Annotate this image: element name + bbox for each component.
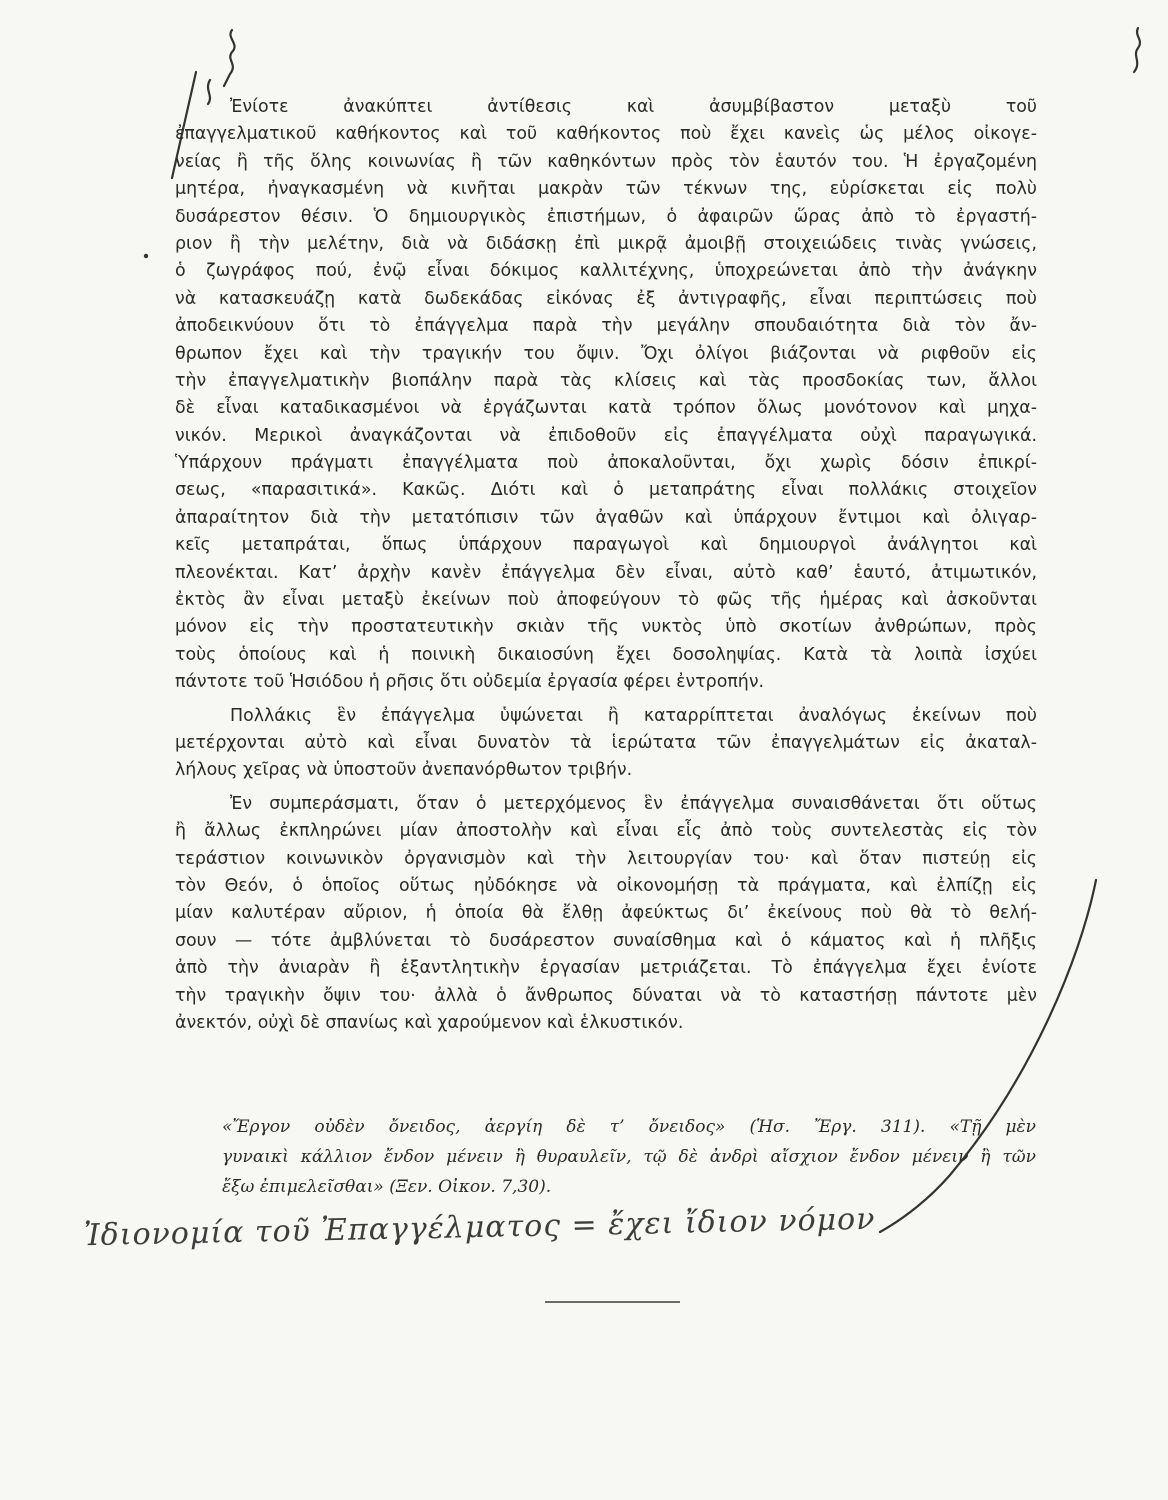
text-line: πλεονέκται. Κατ’ ἀρχὴν κανὲν ἐπάγγελμα δὲν εἶναι, αὐτὸ καθ’ ἑαυτό, ἀτιμωτικόν, [175, 562, 1037, 583]
margin-dot-mark [144, 254, 148, 258]
text-line: ὁ ζωγράφος πού, ἐνῷ εἶναι δόκιμος καλλιτέχνης, ὑποχρεώνεται ἀπὸ τὴν ἀνάγκην [175, 261, 1037, 282]
text-line: ριον ἢ τὴν μελέτην, διὰ νὰ διδάσκῃ ἐπὶ μικρᾷ ἀμοιβῇ στοιχειώδεις τινὰς γνώσεις, [175, 233, 1037, 254]
text-line: δυσάρεστον θέσιν. Ὁ δημιουργικὸς ἐπιστήμων, ὁ ἀφαιρῶν ὥρας ἀπὸ τὸ ἐργαστή- [175, 206, 1037, 227]
text-line: Ἐν συμπεράσματι, ὅταν ὁ μετερχόμενος ἓν ἐπάγγελμα συναισθάνεται ὅτι οὕτως [230, 793, 1037, 814]
text-line: θρωπον ἔχει καὶ τὴν τραγικήν του ὄψιν. Ὄχι ὀλίγοι βιάζονται νὰ ριφθοῦν εἰς [175, 343, 1037, 364]
end-rule-divider [545, 1301, 680, 1303]
text-line: τεράστιον κοινωνικὸν ὀργανισμὸν καὶ τὴν λειτουργίαν του· καὶ ὅταν πιστεύῃ εἰς [175, 848, 1037, 869]
text-line: τὴν τραγικὴν ὄψιν του· ἀλλὰ ὁ ἄνθρωπος δύναται νὰ τὸ καταστήσῃ πάντοτε μὲν [175, 985, 1037, 1006]
paragraph-3 [175, 791, 1037, 1038]
text-line: ἀποδεικνύουν ὅτι τὸ ἐπάγγελμα παρὰ τὴν μεγάλην σπουδαιότητα διὰ τὸν ἄν- [175, 316, 1037, 337]
text-line: δὲ εἶναι καταδικασμένοι νὰ ἐργάζωνται κατὰ τρόπον ὅλως μονότονον καὶ μηχα- [175, 398, 1037, 419]
handwritten-note: Ἰδιονομία τοῦ Ἐπαγγέλματος = ἔχει ἴδιον νόμον [83, 1201, 876, 1254]
text-line: σεως, «παρασιτικά». Κακῶς. Διότι καὶ ὁ μεταπράτης εἶναι πολλάκις στοιχεῖον [175, 480, 1037, 501]
footnote [222, 1112, 1036, 1202]
text-line: τὸν Θεόν, ὁ ὁποῖος οὕτως ηὐδόκησε νὰ οἰκονομήσῃ τὰ πράγματα, καὶ ἐλπίζῃ εἰς [175, 875, 1037, 896]
footnote-line: «Ἔργον οὐδὲν ὄνειδος, ἀεργίη δὲ τ’ ὄνειδος» (Ἡσ. Ἔργ. 311). «Τῇ μὲν [222, 1117, 1036, 1137]
text-line: λήλους χεῖρας νὰ ὑποστοῦν ἀνεπανόρθωτον τριβήν. [175, 760, 633, 781]
text-line: Ἐνίοτε ἀνακύπτει ἀντίθεσις καὶ ἀσυμβίβαστον μεταξὺ τοῦ [230, 97, 1037, 117]
text-line: νικόν. Μερικοὶ ἀναγκάζονται νὰ ἐπιδοθοῦν εἰς ἐπαγγέλματα οὐχὶ παραγωγικά. [175, 425, 1037, 446]
text-line: ἐκτὸς ἂν εἶναι μεταξὺ ἐκείνων ποὺ ἀποφεύγουν τὸ φῶς τῆς ἡμέρας καὶ ἀσκοῦνται [175, 590, 1037, 611]
text-line: ἐπαγγελματικοῦ καθήκοντος καὶ τοῦ καθήκοντος ποὺ ἔχει κανεὶς ὡς μέλος οἰκογε- [175, 124, 1037, 145]
text-line: τοὺς ὁποίους καὶ ἡ ποινικὴ δικαιοσύνη ἔχει δοσοληψίας. Κατὰ τὰ λοιπὰ ἰσχύει [175, 644, 1037, 665]
paragraph-1 [175, 94, 1037, 697]
footnote-line: γυναικὶ κάλλιον ἔνδον μένειν ἢ θυραυλεῖν, τῷ δὲ ἀνδρὶ αἴσχιον ἔνδον μένειν ἢ τῶν [222, 1147, 1036, 1167]
paragraph-2 [175, 703, 1037, 785]
text-line: κεῖς μεταπράται, ὅπως ὑπάρχουν παραγωγοὶ καὶ δημιουργοὶ ἀνάλγητοι καὶ [175, 535, 1037, 556]
text-line: νείας ἢ τῆς ὅλης κοινωνίας ἢ τῶν καθηκόντων πρὸς τὸν ἑαυτόν του. Ἡ ἐργαζομένη [175, 151, 1037, 172]
text-line: μίαν καλυτέραν αὔριον, ἡ ὁποία θὰ ἔλθῃ ἀφεύκτως δι’ ἐκείνους ποὺ θὰ τὸ θελή- [175, 903, 1037, 924]
text-line: ἀπαραίτητον διὰ τὴν μετατόπισιν τῶν ἀγαθῶν καὶ ὑπάρχουν ἔντιμοι καὶ ὀλιγαρ- [175, 507, 1037, 528]
text-line: Πολλάκις ἓν ἐπάγγελμα ὑψώνεται ἢ καταρρίπτεται ἀναλόγως ἐκείνων ποὺ [230, 705, 1037, 726]
text-line: ἀπὸ τὴν ἀνιαρὰν ἢ ἐξαντλητικὴν ἐργασίαν μετριάζεται. Τὸ ἐπάγγελμα ἔχει ἐνίοτε [175, 958, 1037, 979]
text-line: νὰ κατασκευάζῃ κατὰ δωδεκάδας εἰκόνας ἐξ ἀντιγραφῆς, εἶναι περιπτώσεις ποὺ [175, 288, 1037, 309]
text-line: μετέρχονται αὐτὸ καὶ εἶναι δυνατὸν τὰ ἱερώτατα τῶν ἐπαγγελμάτων εἰς ἀκαταλ- [175, 732, 1037, 753]
text-line: ἀνεκτόν, οὐχὶ δὲ σπανίως καὶ χαρούμενον καὶ ἑλκυστικόν. [175, 1012, 684, 1033]
text-line: πάντοτε τοῦ Ἡσιόδου ἡ ρῆσις ὅτι οὐδεμία ἐργασία φέρει ἐντροπήν. [175, 672, 765, 693]
text-line: τὴν ἐπαγγελματικὴν βιοπάλην παρὰ τὰς κλίσεις καὶ τὰς προσδοκίας των, ἄλλοι [175, 370, 1037, 391]
footnote-line: ἔξω ἐπιμελεῖσθαι» (Ξεν. Οἰκον. 7,30). [222, 1177, 552, 1197]
text-line: μητέρα, ἠναγκασμένη νὰ κινῆται μακρὰν τῶν τέκνων της, εὑρίσκεται εἰς πολὺ [175, 179, 1037, 200]
main-text [175, 94, 1037, 1037]
text-line: μόνον εἰς τὴν προστατευτικὴν σκιὰν τῆς νυκτὸς ὑπὸ σκοτίων ἀνθρώπων, πρὸς [175, 617, 1037, 638]
text-line: Ὑπάρχουν πράγματι ἐπαγγέλματα ποὺ ἀποκαλοῦνται, ὄχι χωρὶς δόσιν ἐπικρί- [175, 453, 1037, 474]
text-line: σουν — τότε ἀμβλύνεται τὸ δυσάρεστον συναίσθημα καὶ ὁ κάματος καὶ ἡ πλῆξις [175, 930, 1037, 951]
text-line: ἢ ἄλλως ἐκπληρώνει μίαν ἀποστολὴν καὶ εἶναι εἷς ἀπὸ τοὺς συντελεστὰς εἰς τὸν [175, 821, 1037, 842]
corner-squiggle-mark [1134, 28, 1140, 72]
